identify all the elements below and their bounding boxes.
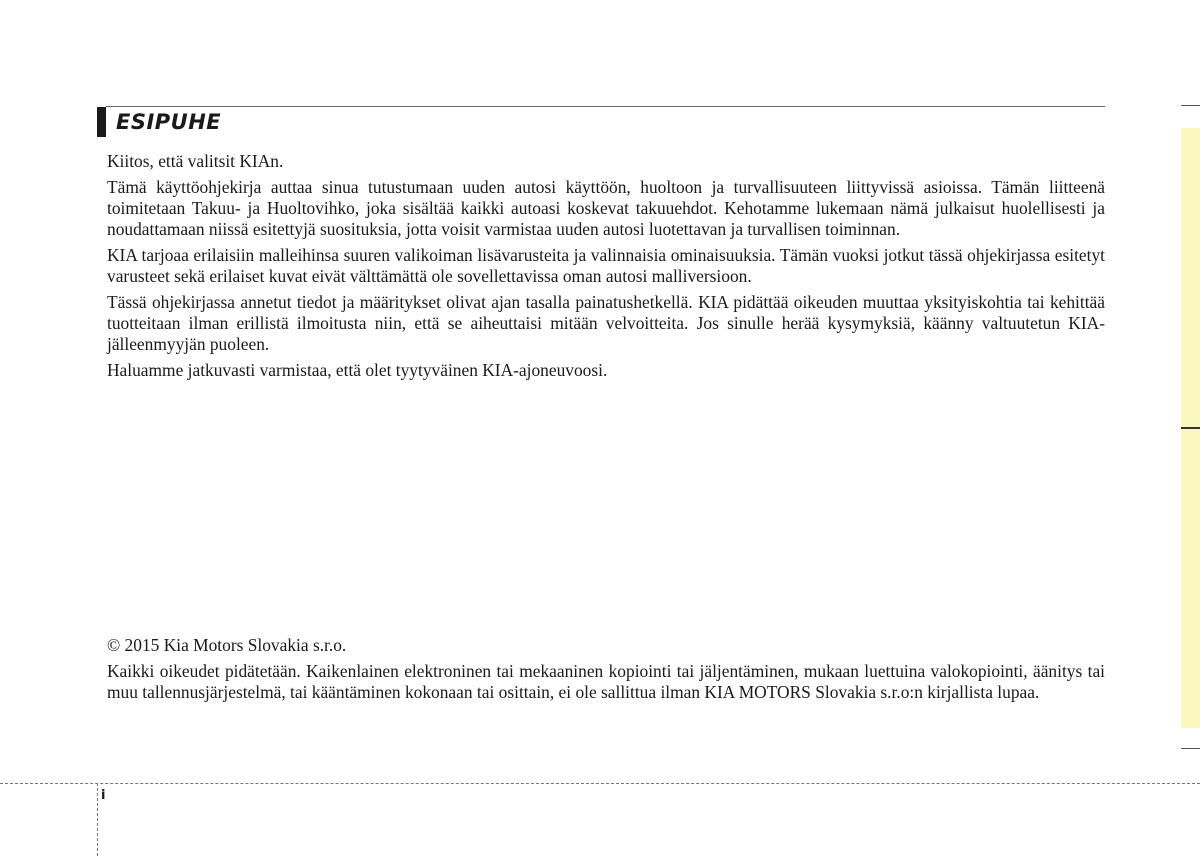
paragraph-greeting: Kiitos, että valitsit KIAn.: [107, 151, 284, 171]
page-title: ESIPUHE: [116, 110, 222, 134]
paragraph-specifications: Tässä ohjekirjassa annetut tiedot ja määritykset olivat ajan tasalla painatushetkellä. KIA pidättää oikeuden muuttaa yksityiskohtia tai kehittää tuotteitaan ilman erillistä ilmoitusta niin, että se aiheuttaisi mitään velvoitteita. Jos sinulle herää kysymyksiä, käänny valtuutetun KIA-jälleenmyyjän puoleen.: [107, 292, 1105, 354]
page-number: i: [101, 788, 106, 803]
copyright-line: © 2015 Kia Motors Slovakia s.r.o.: [107, 635, 347, 655]
preface-body: [107, 151, 1105, 386]
side-tick-middle: [1181, 427, 1200, 429]
header-marker: [97, 107, 106, 137]
copyright-notice: Kaikki oikeudet pidätetään. Kaikenlainen elektroninen tai mekaaninen kopiointi tai jäljentäminen, mukaan luettuina valokopiointi, äänitys tai muu tallennusjärjestelmä, tai kääntäminen kokonaan tai osittain, ei ole sallittua ilman KIA MOTORS Slovakia s.r.o:n kirjallista lupaa.: [107, 661, 1105, 702]
footer-vertical-divider: [97, 783, 98, 856]
paragraph-satisfaction: Haluamme jatkuvasti varmistaa, että olet tyytyväinen KIA-ajoneuvoosi.: [107, 360, 608, 380]
side-tick-top: [1181, 105, 1200, 106]
header-rule: [106, 106, 1105, 107]
paragraph-accessories: KIA tarjoaa erilaisiin malleihinsa suuren valikoiman lisävarusteita ja valinnaisia ominaisuuksia. Tämän vuoksi jotkut tässä ohjekirjassa esitetyt varusteet sekä erilaiset kuvat eivät välttämättä ole sovellettavissa oman autosi malliversioon.: [107, 245, 1105, 286]
footer-divider: [0, 783, 1200, 784]
side-tick-bottom: [1181, 748, 1200, 749]
section-header: [97, 105, 1105, 137]
paragraph-manual-purpose: Tämä käyttöohjekirja auttaa sinua tutustumaan uuden autosi käyttöön, huoltoon ja turvallisuuteen liittyvissä asioissa. Tämän liitteenä toimitetaan Takuu- ja Huoltovihko, joka sisältää kaikki autoasi koskevat takuuehdot. Kehotamme lukemaan nämä julkaisut huolellisesti ja noudattamaan niissä esitettyjä suosituksia, jotta voisit varmistaa uuden autosi luotettavan ja turvallisen toiminnan.: [107, 177, 1105, 239]
copyright-section: [107, 635, 1105, 708]
